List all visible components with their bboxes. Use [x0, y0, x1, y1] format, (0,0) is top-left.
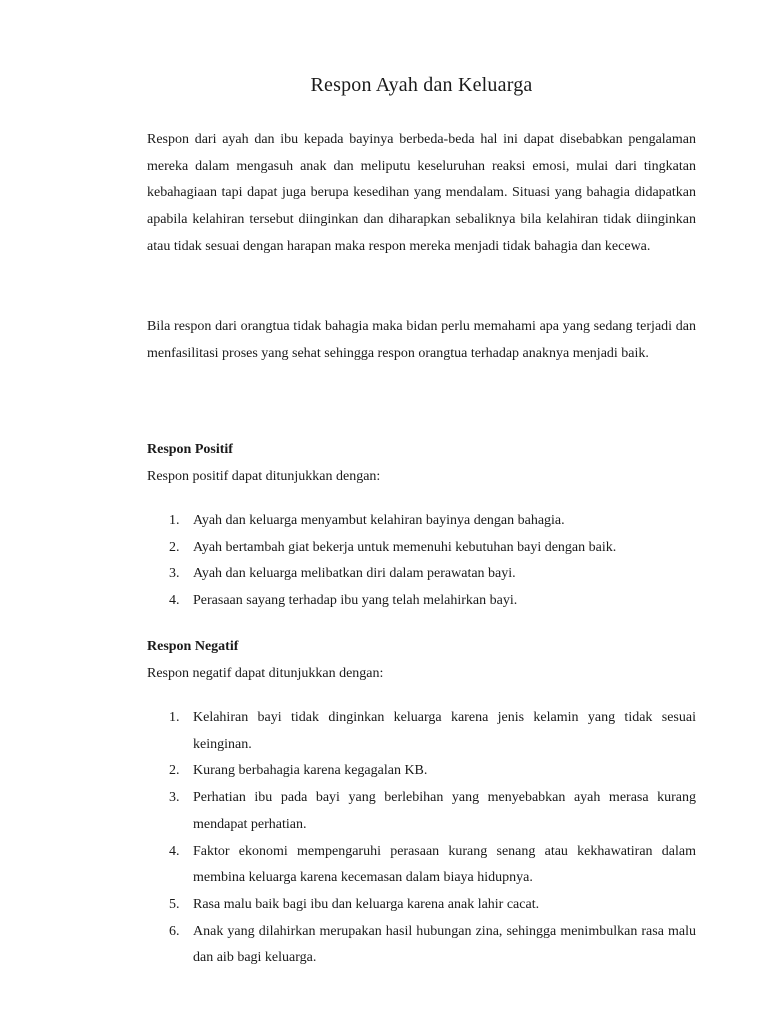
list-item-number: 6.: [169, 923, 180, 939]
list-item: [147, 508, 696, 535]
list-item-number: 3.: [169, 566, 180, 582]
list-item-text: Anak yang dilahirkan merupakan hasil hubungan zina, sehingga menimbulkan rasa malu dan aib bagi keluarga.: [193, 923, 696, 966]
list-item-text: Ayah dan keluarga menyambut kelahiran bayinya dengan bahagia.: [193, 513, 565, 528]
list-item-text: Kurang berbahagia karena kegagalan KB.: [193, 763, 428, 779]
heading-respon-positif: Respon Positif: [147, 442, 233, 457]
list-respon-negatif: [147, 705, 696, 972]
list-item-text: Perhatian ibu pada bayi yang berlebihan yang menyebabkan ayah merasa kurang mendapat perhatian.: [193, 790, 696, 832]
intro-respon-positif: Respon positif dapat ditunjukkan dengan:: [147, 469, 381, 484]
list-item-text: Rasa malu baik bagi ibu dan keluarga karena anak lahir cacat.: [193, 896, 540, 912]
list-item-text: Ayah bertambah giat bekerja untuk memenuhi kebutuhan bayi dengan baik.: [193, 539, 617, 555]
list-item: [147, 561, 696, 588]
list-item-number: 4.: [169, 843, 180, 859]
list-item: [147, 758, 696, 785]
list-item-text: Perasaan sayang terhadap ibu yang telah melahirkan bayi.: [193, 593, 518, 609]
list-item: [147, 535, 696, 562]
list-item-number: 1.: [169, 710, 180, 725]
list-item-number: 5.: [169, 896, 180, 912]
paragraph-intro: Respon dari ayah dan ibu kepada bayinya berbeda-beda hal ini dapat disebabkan pengalaman mereka dalam mengasuh anak dan meliputu keseluruhan reaksi emosi, mulai dari tingkatan kebahagiaan tapi dapat juga berupa kesedihan yang mendalam. Situasi yang bahagia didapatkan apabila kelahiran tersebut diinginkan dan diharapkan sebaliknya bila kelahiran tidak diinginkan atau tidak sesuai dengan harapan maka respon mereka menjadi tidak bahagia dan kecewa.: [147, 132, 696, 254]
list-item-number: 4.: [169, 593, 180, 609]
list-respon-positif: [147, 508, 696, 615]
document-title: Respon Ayah dan Keluarga: [310, 74, 533, 96]
intro-respon-negatif: Respon negatif dapat ditunjukkan dengan:: [147, 666, 384, 681]
list-item: [147, 785, 696, 838]
list-item-text: Kelahiran bayi tidak dinginkan keluarga karena jenis kelamin yang tidak sesuai keinginan.: [193, 710, 696, 752]
list-item-number: 2.: [169, 539, 180, 555]
list-item: [147, 919, 696, 972]
list-item: [147, 705, 696, 758]
list-item-number: 1.: [169, 513, 180, 528]
list-item-text: Ayah dan keluarga melibatkan diri dalam perawatan bayi.: [193, 566, 516, 582]
list-item: [147, 588, 696, 615]
list-item: [147, 892, 696, 919]
list-item-number: 3.: [169, 790, 180, 806]
paragraph-midwife: Bila respon dari orangtua tidak bahagia maka bidan perlu memahami apa yang sedang terjadi dan menfasilitasi proses yang sehat sehingga respon orangtua terhadap anaknya menjadi baik.: [147, 319, 696, 361]
list-item: [147, 839, 696, 892]
heading-respon-negatif: Respon Negatif: [147, 639, 239, 654]
list-item-number: 2.: [169, 763, 180, 779]
list-item-text: Faktor ekonomi mempengaruhi perasaan kurang senang atau kekhawatiran dalam membina keluarga karena kecemasan dalam biaya hidupnya.: [193, 843, 696, 886]
